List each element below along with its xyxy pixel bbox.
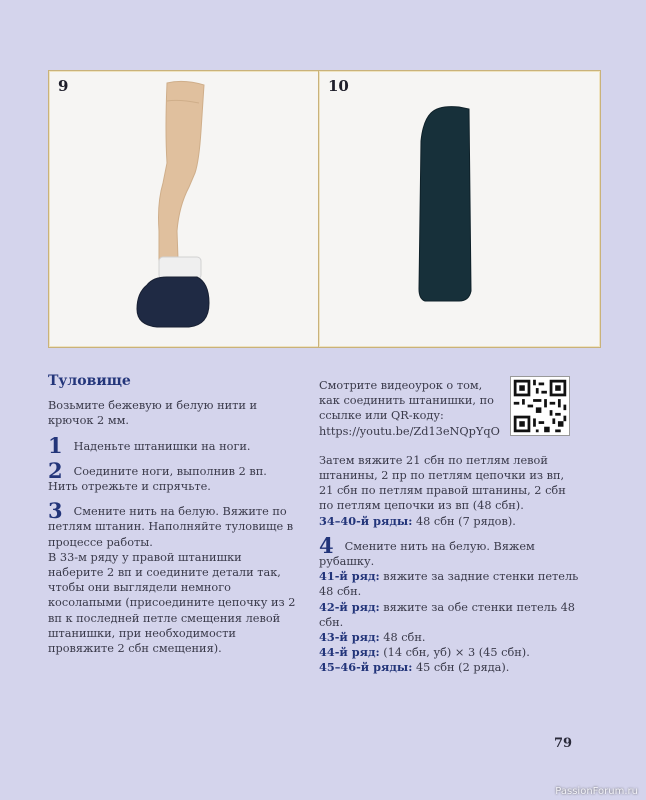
rows-34-40 [319,514,579,529]
row-text: 45 сбн (2 ряда). [412,661,510,675]
intro-text: Возьмите бежевую и белую нити и крючок 2 мм. [48,399,258,428]
photo-number: 10 [328,77,349,95]
row-41 [319,569,579,599]
step-number: 1 [48,432,63,458]
row-42 [319,600,579,630]
photo-10-trouser-leg [318,70,601,348]
then-text: Затем вяжите 21 сбн по петлям левой штанины, 2 пр по петлям цепочки из вп, 21 сбн по петлям правой штанины, 2 сбн по петлям цепочки из вп (48 сбн). [319,453,566,513]
row-text: 48 сбн (7 рядов). [412,514,516,528]
video-note: Смотрите видеоурок о том, как соединить штанишки, по ссылке или QR-коду: https://youtu.be/Zd13eNQpYqO [319,379,500,438]
section-title: Туловище [48,373,131,389]
step-text: Смените нить на белую. Вяжите по петлям штанин. Наполняйте туловище в процессе работы. [48,505,294,549]
row-label: 44-й ряд: [319,645,380,660]
step-2 [48,457,298,494]
left-column [48,374,298,656]
step-text: Наденьте штанишки на ноги. [73,439,251,453]
photo-number: 9 [58,77,69,95]
step-number: 2 [48,457,63,483]
row-label: 41-й ряд: [319,569,380,584]
row-text: вяжите за обе стенки петель 48 сбн. [319,600,575,629]
crocheted-leg-image [49,71,330,347]
right-column [319,378,579,676]
step-4 [319,532,579,569]
step-3 [48,498,298,550]
step-1 [48,432,298,458]
watermark: PassionForum.ru [555,786,638,797]
row-text: (14 сбн, уб) × 3 (45 сбн). [379,646,530,660]
page-number: 79 [554,736,573,751]
row-label: 34–40-й ряды: [319,513,413,528]
row-label: 43-й ряд: [319,630,380,645]
row-label: 45–46-й ряды: [319,660,413,675]
row-33-text: В 33-м ряду у правой штанишки наберите 2 вп и соедините детали так, чтобы они выглядели немного косолапыми (присоедините цепочку из 2 вп к последней петле смещения левой штанишки, при необходимости провяжите 2 сбн смещения). [48,550,296,656]
row-text: 48 сбн. [379,631,426,645]
crocheted-trouser-image [319,71,600,347]
step-number: 4 [319,532,334,558]
row-45-46 [319,660,579,675]
row-label: 42-й ряд: [319,599,380,614]
row-44 [319,645,579,660]
row-text: вяжите за задние стенки петель 48 сбн. [319,570,579,599]
step-text: Смените нить на белую. Вяжем рубашку. [319,539,535,569]
photo-9-leg [48,70,331,348]
step-text: Соедините ноги, выполнив 2 вп. Нить отрежьте и спрячьте. [48,464,267,494]
row-43 [319,630,579,645]
step-number: 3 [48,498,63,524]
